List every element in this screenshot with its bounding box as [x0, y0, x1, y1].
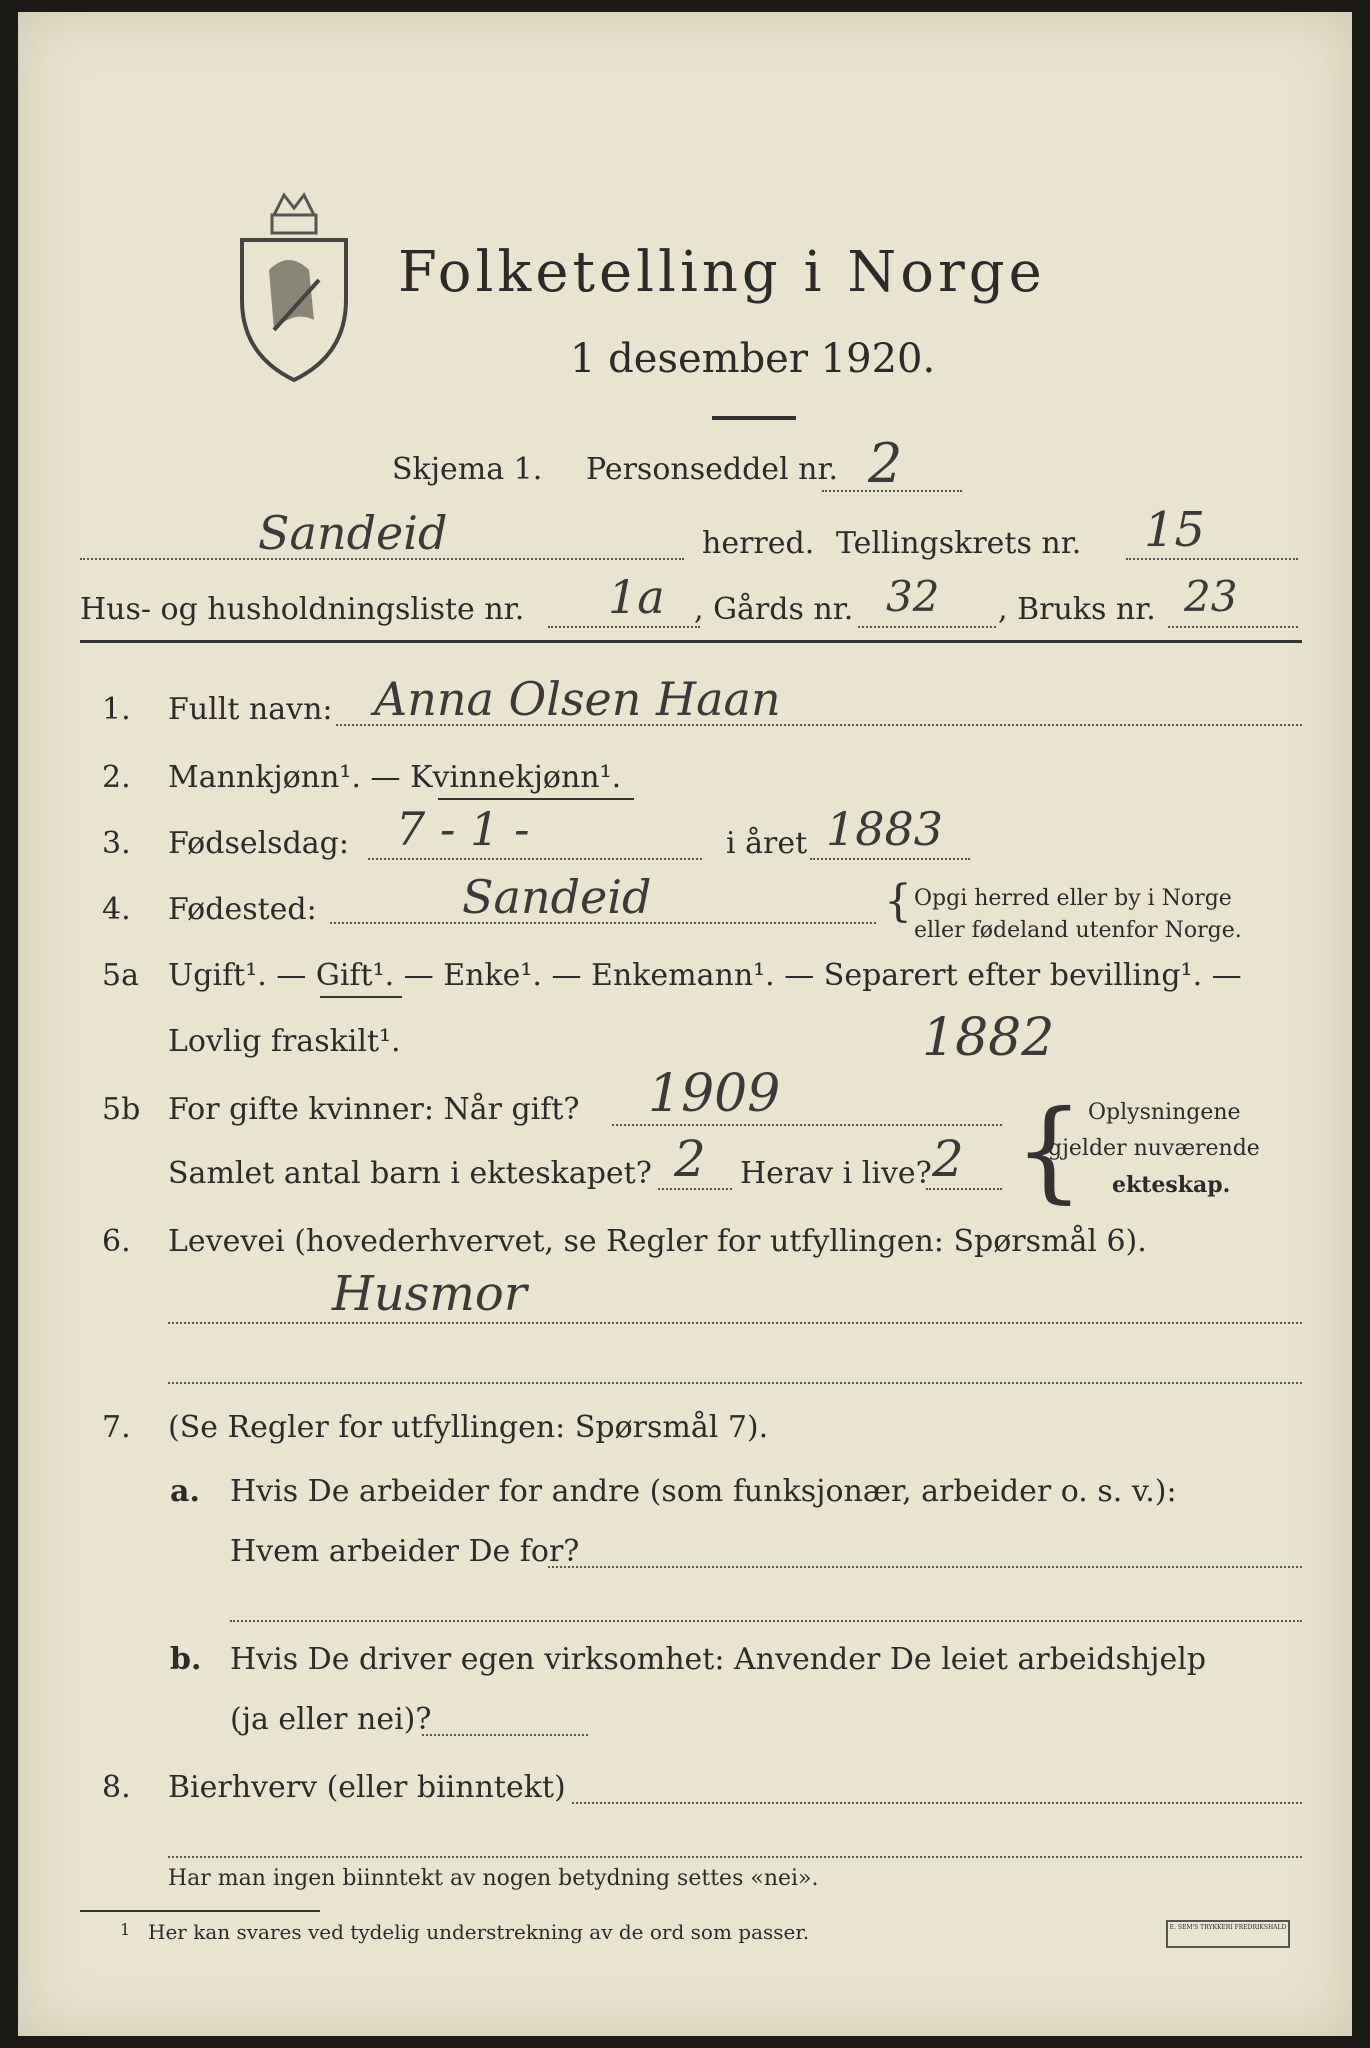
q5b-note-line3: ekteskap.: [1112, 1172, 1231, 1198]
q7b-question: (ja eller nei)?: [230, 1702, 432, 1737]
herred-label: herred.: [702, 526, 815, 561]
q3-label: Fødselsdag:: [168, 826, 349, 861]
q7b-line: [422, 1734, 588, 1736]
title-divider: [712, 416, 796, 420]
header-rule: [80, 640, 1302, 643]
bruks-value: 23: [1184, 572, 1238, 621]
personseddel-line: [822, 490, 962, 492]
q8-number: 8.: [102, 1770, 131, 1805]
q4-birthplace-value: Sandeid: [462, 870, 652, 924]
q2-underline-kvinnekjonn: [438, 798, 634, 800]
footer-note: Har man ingen biinntekt av nogen betydning settes «nei».: [168, 1866, 819, 1891]
q6-line1: [168, 1322, 1302, 1324]
q8-line2: [168, 1856, 1302, 1858]
q4-line: [330, 922, 876, 924]
q5a-line2: Lovlig fraskilt¹.: [168, 1024, 401, 1059]
q5b-label: For gifte kvinner: Når gift?: [168, 1092, 580, 1127]
form-title: Folketelling i Norge: [398, 240, 1046, 305]
q3-year-value: 1883: [826, 802, 944, 856]
q7b-number: b.: [170, 1642, 202, 1677]
herred-line: [80, 558, 684, 560]
q8-label: Bierhverv (eller biinntekt): [168, 1770, 566, 1805]
q5b-note-line1: Oplysningene: [1088, 1100, 1241, 1125]
q5b-live-label: Herav i live?: [740, 1156, 932, 1191]
q3-birthday-value: 7 - 1 -: [396, 802, 530, 856]
q1-line: [336, 724, 1302, 726]
q5b-note-line2: gjelder nuværende: [1048, 1136, 1260, 1161]
hus-label: Hus- og husholdningsliste nr.: [80, 592, 525, 627]
q5a-underline-gift: [320, 996, 402, 998]
q6-label: Levevei (hovederhvervet, se Regler for utfyllingen: Spørsmål 6).: [168, 1224, 1147, 1259]
footnote-text: Her kan svares ved tydelig understrekning av de ord som passer.: [148, 1920, 810, 1944]
q5b-line: [612, 1124, 1002, 1126]
q1-full-name-value: Anna Olsen Haan: [374, 672, 781, 726]
q5a-number: 5a: [102, 958, 139, 993]
q4-label: Fødested:: [168, 892, 317, 927]
bruks-line: [1168, 626, 1298, 628]
hus-value: 1a: [608, 570, 665, 624]
q5a-extra-year: 1882: [922, 1008, 1055, 1068]
q4-note-line1: Opgi herred eller by i Norge: [914, 886, 1232, 911]
q7a-line1: [548, 1566, 1302, 1568]
q7a-question: Hvem arbeider De for?: [230, 1534, 580, 1569]
gards-line: [858, 626, 996, 628]
q4-note-line2: eller fødeland utenfor Norge.: [914, 918, 1242, 943]
q5b-live-value: 2: [932, 1130, 964, 1188]
norway-coat-of-arms-icon: [234, 180, 354, 390]
q4-brace: {: [884, 876, 912, 927]
footnote-rule: [80, 1910, 320, 1912]
gards-label: , Gårds nr.: [694, 592, 854, 627]
q6-occupation-value: Husmor: [332, 1266, 527, 1322]
q3-year-label: i året: [726, 826, 808, 861]
q6-line2: [168, 1382, 1302, 1384]
q5a-marital-options: Ugift¹. — Gift¹. — Enke¹. — Enkemann¹. — Separert efter bevilling¹. —: [168, 958, 1242, 993]
q3-line: [368, 858, 702, 860]
printer-stamp: E. SEM'S TRYKKERI FREDRIKSHALD: [1166, 1920, 1290, 1948]
q5b-number: 5b: [102, 1092, 141, 1127]
q3-number: 3.: [102, 826, 131, 861]
q7-number: 7.: [102, 1410, 131, 1445]
q6-number: 6.: [102, 1224, 131, 1259]
skjema-label: Skjema 1.: [392, 452, 543, 487]
q1-label: Fullt navn:: [168, 692, 333, 727]
bruks-label: , Bruks nr.: [998, 592, 1156, 627]
q5b-brace: {: [1014, 1086, 1084, 1214]
q5b-live-line: [926, 1188, 1002, 1190]
tellingskrets-line: [1126, 558, 1298, 560]
personseddel-label: Personseddel nr.: [586, 452, 839, 487]
census-form-page: [18, 12, 1352, 2036]
herred-value: Sandeid: [258, 506, 448, 560]
q1-number: 1.: [102, 692, 131, 727]
q3-year-line: [810, 858, 970, 860]
q7a-text: Hvis De arbeider for andre (som funksjonær, arbeider o. s. v.):: [230, 1474, 1177, 1509]
q2-number: 2.: [102, 760, 131, 795]
hus-line: [548, 626, 700, 628]
q5b-barn-value: 2: [674, 1130, 706, 1188]
personseddel-value: 2: [868, 432, 903, 495]
q5b-barn-line: [658, 1188, 732, 1190]
gards-value: 32: [886, 572, 940, 621]
census-date: 1 desember 1920.: [570, 336, 936, 382]
footnote-number: 1: [120, 1920, 131, 1939]
q2-gender-options: Mannkjønn¹. — Kvinnekjønn¹.: [168, 760, 622, 795]
q8-line1: [572, 1802, 1302, 1804]
q4-number: 4.: [102, 892, 131, 927]
q7-label: (Se Regler for utfyllingen: Spørsmål 7).: [168, 1410, 769, 1445]
q5b-barn-label: Samlet antal barn i ekteskapet?: [168, 1156, 652, 1191]
q5b-married-year-value: 1909: [648, 1064, 781, 1124]
tellingskrets-label: Tellingskrets nr.: [836, 526, 1082, 561]
tellingskrets-value: 15: [1144, 502, 1206, 558]
q7a-line2: [230, 1620, 1302, 1622]
q7a-number: a.: [170, 1474, 200, 1509]
q7b-text: Hvis De driver egen virksomhet: Anvender De leiet arbeidshjelp: [230, 1642, 1207, 1677]
